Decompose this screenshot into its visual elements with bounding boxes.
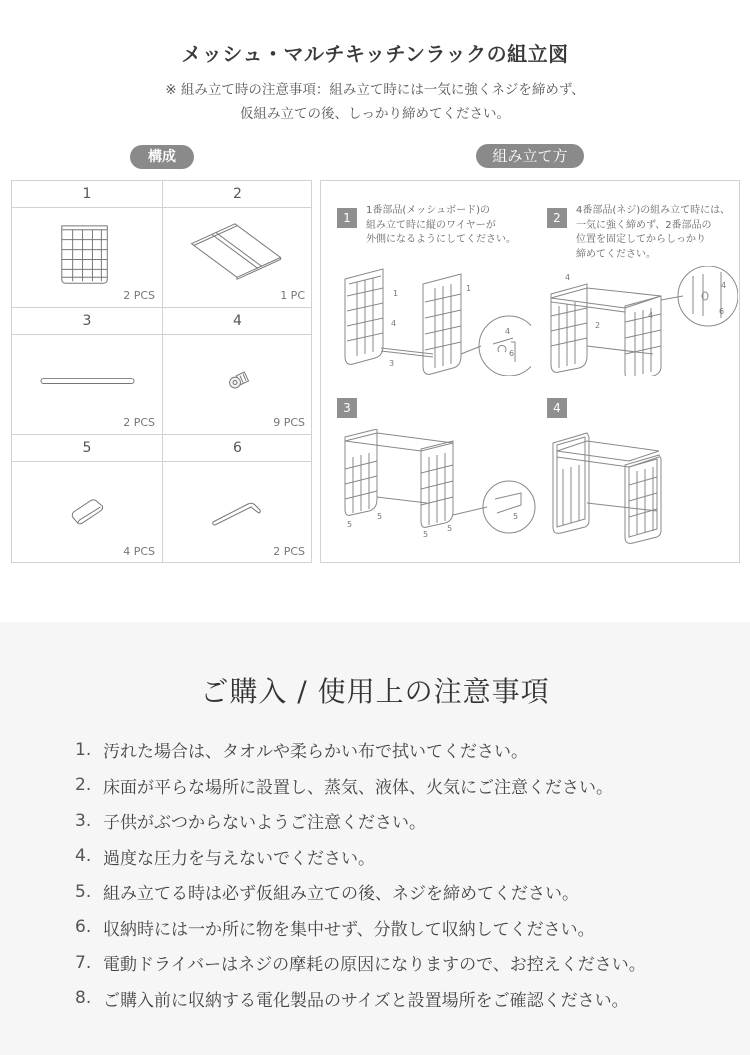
part-number-2: 2 <box>163 181 312 208</box>
page-title: メッシュ・マルチキッチンラックの組立図 <box>181 42 569 66</box>
part-cell-5 <box>12 462 163 563</box>
step-badge-3: 3 <box>337 398 357 418</box>
notice-item: 3. 子供がぶつからないようご注意ください。 <box>75 810 426 834</box>
svg-text:5: 5 <box>347 520 353 529</box>
note-line-1: ※ 組み立て時の注意事項：組み立て時には一気に強くネジを締めず、 <box>165 82 585 98</box>
part-number-5: 5 <box>12 435 163 462</box>
part-quantity-3: 2 PCS <box>123 416 155 429</box>
svg-text:5: 5 <box>513 512 519 521</box>
svg-text:6: 6 <box>719 307 725 316</box>
step-1-diagram <box>331 266 531 376</box>
part-number-6: 6 <box>163 435 312 462</box>
svg-text:6: 6 <box>509 349 515 358</box>
svg-text:5: 5 <box>447 524 453 533</box>
svg-text:2: 2 <box>595 321 601 330</box>
part-number-3: 3 <box>12 308 163 335</box>
notice-item: 8. ご購入前に収納する電化製品のサイズと設置場所をご確認ください。 <box>75 988 629 1011</box>
part-number-1: 1 <box>12 181 163 208</box>
part-cell-6 <box>163 462 312 563</box>
step-4-diagram <box>547 429 737 549</box>
notice-item: 5. 組み立てる時は必ず仮組み立ての後、ネジを締めてください。 <box>75 881 579 905</box>
step-text-2: 4番部品(ネジ)の組み立て時には、 一気に強く締めず、2番部品の 位置を固定してからしっかり 締めてください。 <box>576 205 731 260</box>
assembly-note <box>0 78 750 126</box>
assembly-steps <box>320 180 740 563</box>
part-quantity-5: 4 PCS <box>123 545 155 558</box>
step-text-1: 1番部品(メッシュボード)の 組み立て時に縦のワイヤーが 外側になるようにしてください。 <box>366 205 516 245</box>
part-number-4: 4 <box>163 308 312 335</box>
step-3-diagram <box>337 429 537 544</box>
notice-list <box>75 732 715 1016</box>
notice-item: 7. 電動ドライバーはネジの摩耗の原因になりますので、お控えください。 <box>75 952 646 976</box>
parts-label: 構成 <box>130 145 194 169</box>
part-cell-3 <box>12 335 163 435</box>
notice-item: 6. 収納時には一か所に物を集中せず、分散して収納してください。 <box>75 917 595 940</box>
part-cell-2 <box>163 208 312 308</box>
svg-text:1: 1 <box>393 289 399 298</box>
notice-title: ご購入 / 使用上の注意事項 <box>200 675 550 708</box>
step-badge-4: 4 <box>547 398 567 418</box>
svg-text:3: 3 <box>389 359 395 368</box>
svg-text:4: 4 <box>565 273 571 282</box>
part-cell-1 <box>12 208 163 308</box>
assembly-label: 組み立て方 <box>476 144 584 168</box>
svg-text:5: 5 <box>377 512 383 521</box>
part-quantity-6: 2 PCS <box>273 545 305 558</box>
step-2-diagram <box>543 266 738 376</box>
notice-section <box>0 622 750 1055</box>
svg-text:5: 5 <box>423 530 429 539</box>
part-quantity-2: 1 PC <box>280 289 305 302</box>
step-badge-2: 2 <box>547 208 567 228</box>
svg-text:4: 4 <box>721 281 727 290</box>
note-line-2: 仮組み立ての後、しっかり締めてください。 <box>240 106 510 122</box>
svg-text:1: 1 <box>466 284 472 293</box>
part-cell-4 <box>163 335 312 435</box>
parts-table <box>11 180 312 563</box>
part-quantity-1: 2 PCS <box>123 289 155 302</box>
notice-item: 4. 過度な圧力を与えないでください。 <box>75 846 375 869</box>
svg-text:4: 4 <box>648 311 654 320</box>
svg-text:4: 4 <box>505 327 511 336</box>
svg-text:4: 4 <box>391 319 397 328</box>
step-badge-1: 1 <box>337 208 357 228</box>
notice-item: 2. 床面が平らな場所に設置し、蒸気、液体、火気にご注意ください。 <box>75 775 613 798</box>
notice-item: 1. 汚れた場合は、タオルや柔らかい布で拭いてください。 <box>75 739 528 763</box>
part-quantity-4: 9 PCS <box>273 416 305 429</box>
